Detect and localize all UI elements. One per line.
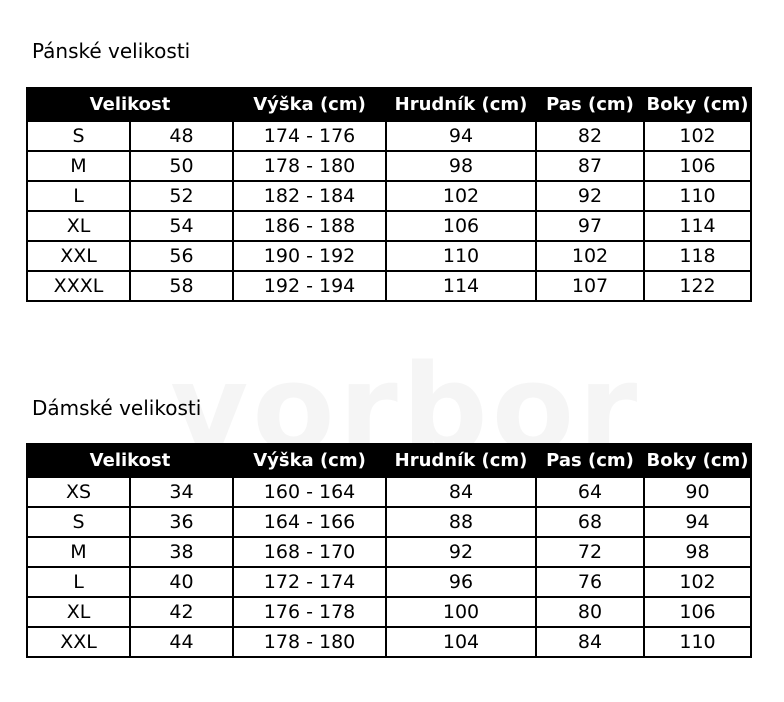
size-letter: L <box>27 181 130 211</box>
size-letter: M <box>27 537 130 567</box>
size-number: 50 <box>130 151 233 181</box>
waist-value: 64 <box>536 477 644 507</box>
header-chest: Hrudník (cm) <box>386 88 536 121</box>
size-number: 56 <box>130 241 233 271</box>
size-number: 36 <box>130 507 233 537</box>
size-number: 40 <box>130 567 233 597</box>
table-row <box>27 477 751 507</box>
height-value: 160 - 164 <box>233 477 386 507</box>
table-row <box>27 567 751 597</box>
chest-value: 84 <box>386 477 536 507</box>
hips-value: 94 <box>644 507 751 537</box>
hips-value: 114 <box>644 211 751 241</box>
waist-value: 80 <box>536 597 644 627</box>
height-value: 174 - 176 <box>233 121 386 151</box>
size-number: 58 <box>130 271 233 301</box>
size-number: 48 <box>130 121 233 151</box>
table-row <box>27 507 751 537</box>
table-row <box>27 271 751 301</box>
waist-value: 107 <box>536 271 644 301</box>
size-letter: L <box>27 567 130 597</box>
table-header-row <box>27 444 751 477</box>
height-value: 190 - 192 <box>233 241 386 271</box>
hips-value: 90 <box>644 477 751 507</box>
chest-value: 94 <box>386 121 536 151</box>
height-value: 178 - 180 <box>233 627 386 657</box>
height-value: 172 - 174 <box>233 567 386 597</box>
waist-value: 92 <box>536 181 644 211</box>
hips-value: 98 <box>644 537 751 567</box>
height-value: 164 - 166 <box>233 507 386 537</box>
height-value: 186 - 188 <box>233 211 386 241</box>
men-sizes-title: Pánské velikosti <box>32 39 191 63</box>
table-row <box>27 151 751 181</box>
height-value: 168 - 170 <box>233 537 386 567</box>
chest-value: 114 <box>386 271 536 301</box>
header-size: Velikost <box>27 88 233 121</box>
header-waist: Pas (cm) <box>536 444 644 477</box>
header-hips: Boky (cm) <box>644 444 751 477</box>
size-letter: XL <box>27 211 130 241</box>
height-value: 178 - 180 <box>233 151 386 181</box>
hips-value: 102 <box>644 121 751 151</box>
header-size: Velikost <box>27 444 233 477</box>
hips-value: 106 <box>644 597 751 627</box>
size-number: 42 <box>130 597 233 627</box>
size-number: 34 <box>130 477 233 507</box>
hips-value: 122 <box>644 271 751 301</box>
size-number: 38 <box>130 537 233 567</box>
table-header-row <box>27 88 751 121</box>
waist-value: 72 <box>536 537 644 567</box>
size-letter: XXL <box>27 241 130 271</box>
waist-value: 84 <box>536 627 644 657</box>
size-number: 52 <box>130 181 233 211</box>
size-letter: M <box>27 151 130 181</box>
women-size-table <box>26 443 752 658</box>
header-hips: Boky (cm) <box>644 88 751 121</box>
waist-value: 102 <box>536 241 644 271</box>
chest-value: 104 <box>386 627 536 657</box>
men-size-table <box>26 87 752 302</box>
size-letter: S <box>27 507 130 537</box>
height-value: 176 - 178 <box>233 597 386 627</box>
chest-value: 110 <box>386 241 536 271</box>
size-letter: S <box>27 121 130 151</box>
header-waist: Pas (cm) <box>536 88 644 121</box>
hips-value: 106 <box>644 151 751 181</box>
chest-value: 96 <box>386 567 536 597</box>
hips-value: 110 <box>644 181 751 211</box>
chest-value: 106 <box>386 211 536 241</box>
chest-value: 98 <box>386 151 536 181</box>
table-row <box>27 537 751 567</box>
waist-value: 97 <box>536 211 644 241</box>
waist-value: 68 <box>536 507 644 537</box>
table-row <box>27 121 751 151</box>
waist-value: 82 <box>536 121 644 151</box>
size-letter: XXXL <box>27 271 130 301</box>
size-letter: XXL <box>27 627 130 657</box>
size-letter: XS <box>27 477 130 507</box>
table-row <box>27 181 751 211</box>
header-height: Výška (cm) <box>233 88 386 121</box>
table-row <box>27 627 751 657</box>
women-sizes-title: Dámské velikosti <box>32 396 202 420</box>
hips-value: 118 <box>644 241 751 271</box>
waist-value: 87 <box>536 151 644 181</box>
hips-value: 110 <box>644 627 751 657</box>
hips-value: 102 <box>644 567 751 597</box>
height-value: 192 - 194 <box>233 271 386 301</box>
size-number: 44 <box>130 627 233 657</box>
height-value: 182 - 184 <box>233 181 386 211</box>
size-number: 54 <box>130 211 233 241</box>
chest-value: 88 <box>386 507 536 537</box>
chest-value: 100 <box>386 597 536 627</box>
table-row <box>27 241 751 271</box>
table-row <box>27 597 751 627</box>
size-letter: XL <box>27 597 130 627</box>
header-chest: Hrudník (cm) <box>386 444 536 477</box>
chest-value: 92 <box>386 537 536 567</box>
chest-value: 102 <box>386 181 536 211</box>
waist-value: 76 <box>536 567 644 597</box>
header-height: Výška (cm) <box>233 444 386 477</box>
table-row <box>27 211 751 241</box>
